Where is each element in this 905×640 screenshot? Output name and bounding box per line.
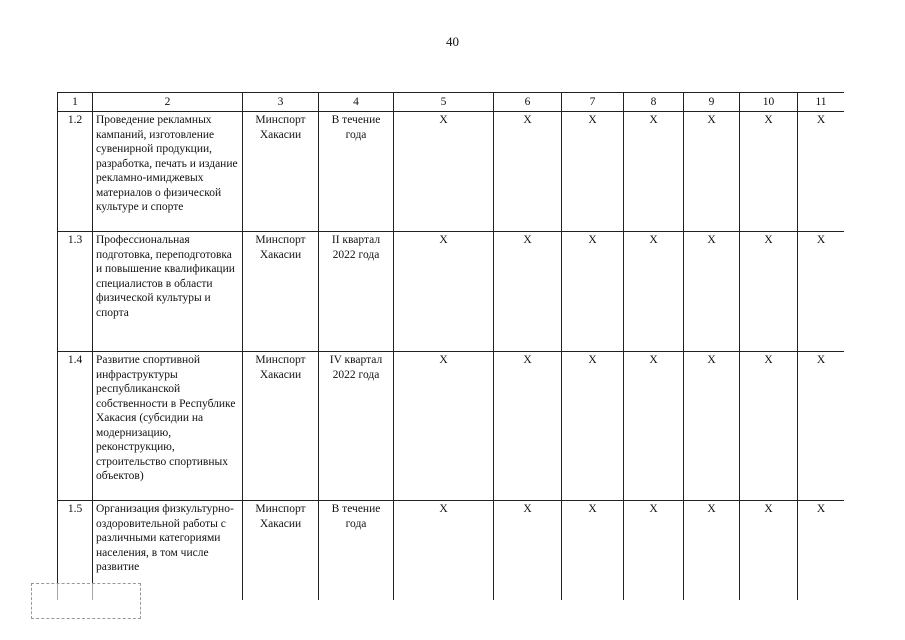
page-number: 40 [446, 34, 459, 49]
cell-mark: Х [624, 501, 684, 601]
cell-mark: Х [562, 501, 624, 601]
column-header: 9 [684, 93, 740, 112]
column-header: 3 [243, 93, 319, 112]
table-row [58, 112, 845, 232]
row-number: 1.5 [58, 501, 93, 601]
cell-mark: Х [394, 501, 494, 601]
deadline: II квартал 2022 года [319, 232, 394, 352]
cell-mark: Х [394, 112, 494, 232]
cell-mark: Х [684, 232, 740, 352]
cell-mark: Х [562, 112, 624, 232]
faded-stamp [31, 583, 141, 619]
activity-name: Развитие спортивной инфраструктуры республиканской собственности в Республике Хакасия (субсидии на модернизацию, реконструкцию, строительство спортивных объектов) [93, 352, 243, 501]
cell-mark: Х [394, 352, 494, 501]
deadline: В течение года [319, 501, 394, 601]
cell-mark: Х [494, 112, 562, 232]
table-container [57, 92, 844, 600]
cell-mark: Х [684, 501, 740, 601]
cell-mark: Х [740, 232, 798, 352]
row-number: 1.2 [58, 112, 93, 232]
row-number: 1.4 [58, 352, 93, 501]
cell-mark: Х [562, 232, 624, 352]
table-row [58, 232, 845, 352]
cell-mark: Х [740, 352, 798, 501]
cell-mark: Х [494, 501, 562, 601]
cell-mark: Х [394, 232, 494, 352]
activity-name: Организация физкультурно-оздоровительной работы с различными категориями населения, в том числе развитие [93, 501, 243, 601]
column-header: 7 [562, 93, 624, 112]
table-row [58, 352, 845, 501]
responsible-org: Минспорт Хакасии [243, 352, 319, 501]
cell-mark: Х [494, 352, 562, 501]
cell-mark: Х [684, 112, 740, 232]
responsible-org: Минспорт Хакасии [243, 232, 319, 352]
cell-mark: Х [494, 232, 562, 352]
cell-mark: Х [624, 112, 684, 232]
cell-mark: Х [798, 501, 845, 601]
cell-mark: Х [798, 352, 845, 501]
cell-mark: Х [740, 501, 798, 601]
activity-name: Профессиональная подготовка, переподготовка и повышение квалификации специалистов в области физической культуры и спорта [93, 232, 243, 352]
cell-mark: Х [740, 112, 798, 232]
responsible-org: Минспорт Хакасии [243, 501, 319, 601]
activity-name: Проведение рекламных кампаний, изготовление сувенирной продукции, разработка, печать и издание рекламно-имиджевых материалов о физической культуре и спорте [93, 112, 243, 232]
row-number: 1.3 [58, 232, 93, 352]
column-header: 10 [740, 93, 798, 112]
deadline: IV квартал 2022 года [319, 352, 394, 501]
column-header: 5 [394, 93, 494, 112]
cell-mark: Х [798, 112, 845, 232]
column-header: 8 [624, 93, 684, 112]
column-header: 4 [319, 93, 394, 112]
column-header: 6 [494, 93, 562, 112]
column-header: 2 [93, 93, 243, 112]
cell-mark: Х [624, 352, 684, 501]
column-header: 11 [798, 93, 845, 112]
table-row [58, 501, 845, 601]
cell-mark: Х [684, 352, 740, 501]
responsible-org: Минспорт Хакасии [243, 112, 319, 232]
cell-mark: Х [624, 232, 684, 352]
cell-mark: Х [798, 232, 845, 352]
plan-table [57, 92, 844, 600]
table-header-row [58, 93, 845, 112]
column-header: 1 [58, 93, 93, 112]
cell-mark: Х [562, 352, 624, 501]
deadline: В течение года [319, 112, 394, 232]
